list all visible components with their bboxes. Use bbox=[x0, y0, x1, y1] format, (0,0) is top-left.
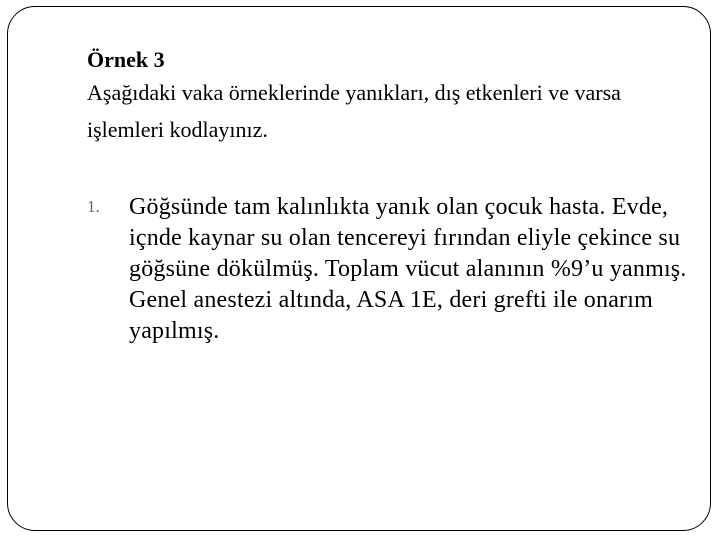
slide-title: Örnek 3 bbox=[87, 47, 165, 72]
slide-frame bbox=[7, 6, 711, 531]
list-item-number: 1. bbox=[87, 197, 100, 216]
slide-intro-text: Aşağıdaki vaka örneklerinde yanıkları, dış etkenleri ve varsa işlemleri kodlayınız. bbox=[87, 80, 621, 142]
list-item-text: Göğsünde tam kalınlıkta yanık olan çocuk hasta. Evde, içnde kaynar su olan tencereyi fırından eliyle çekince su göğsüne dökülmüş. Toplam vücut alanının %9’u yanmış. Genel anestezi altında, ASA 1E, deri grefti ile onarım yapılmış. bbox=[129, 194, 687, 344]
